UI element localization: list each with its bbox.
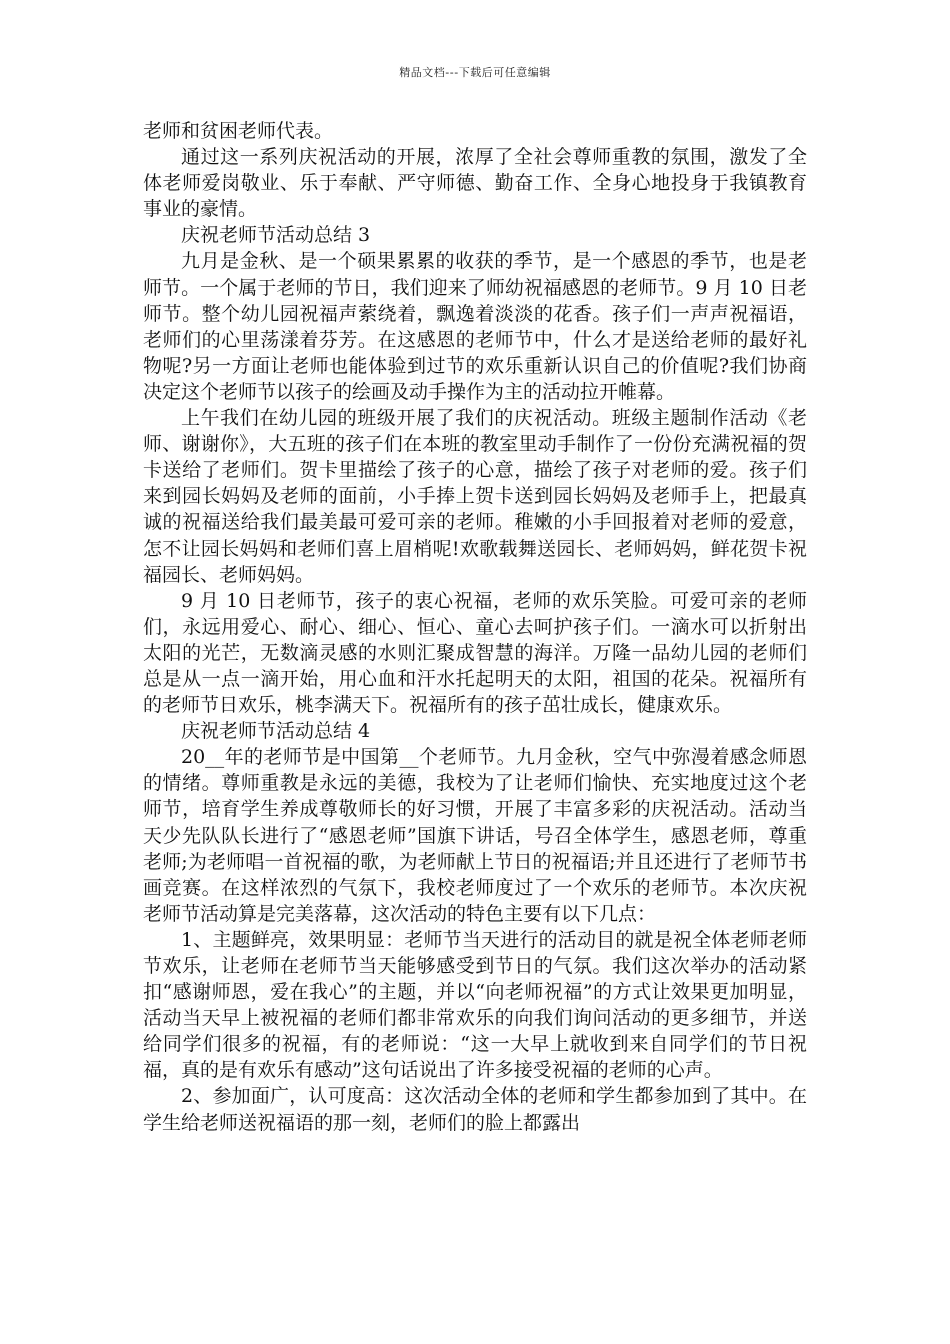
paragraph-continued: 老师和贫困老师代表。 <box>143 120 334 142</box>
paragraph-summary: 通过这一系列庆祝活动的开展，浓厚了全社会尊师重教的氛围，激发了全体老师爱岗敬业、乐于奉献、严守师德、勤奋工作、全身心地投身于我镇教育事业的豪情。 <box>143 146 807 221</box>
paragraph-4-1: 20__年的老师节是中国第__个老师节。九月金秋，空气中弥漫着感念师恩的情绪。尊师重教是永远的美德，我校为了让老师们愉快、充实地度过这个老师节，培育学生养成尊敬师长的好习惯，开展了丰富多彩的庆祝活动。活动当天少先队队长进行了“感恩老师”国旗下讲话，号召全体学生，感恩老师，尊重老师;为老师唱一首祝福的歌，为老师献上节日的祝福语;并且还进行了老师节书画竞赛。在这样浓烈的气氛下，我校老师度过了一个欢乐的老师节。本次庆祝老师节活动算是完美落幕，这次活动的特色主要有以下几点： <box>143 746 807 925</box>
page-header: 精品文档---下载后可任意编辑 <box>399 66 551 79</box>
section-heading-4: 庆祝老师节活动总结 4 <box>181 720 371 743</box>
paragraph-3-1: 九月是金秋、是一个硕果累累的收获的季节，是一个感恩的季节，也是老师节。一个属于老师的节日，我们迎来了师幼祝福感恩的老师节。9 月 10 日老师节。整个幼儿园祝福声萦绕着，飘逸着淡淡的花香。孩子们一声声祝福语，老师们的心里荡漾着芬芳。在这感恩的老师节中，什么才是送给老师的最好礼物呢?另一方面让老师也能体验到过节的欢乐重新认识自己的价值呢?我们协商决定这个老师节以孩子的绘画及动手操作为主的活动拉开帷幕。 <box>143 250 807 403</box>
paragraph-4-2: 1、主题鲜亮，效果明显：老师节当天进行的活动目的就是祝全体老师老师节欢乐，让老师在老师节当天能够感受到节日的气氛。我们这次举办的活动紧扣“感谢师恩，爱在我心”的主题，并以“向老师祝福”的方式让效果更加明显，活动当天早上被祝福的老师们都非常欢乐的向我们询问活动的更多细节，并送给同学们很多的祝福，有的老师说：“这一大早上就收到来自同学们的节日祝福，真的是有欢乐有感动”这句话说出了许多接受祝福的老师的心声。 <box>143 928 807 1082</box>
paragraph-3-3: 9 月 10 日老师节，孩子的衷心祝福，老师的欢乐笑脸。可爱可亲的老师们，永远用爱心、耐心、细心、恒心、童心去呵护孩子们。一滴水可以折射出太阳的光芒，无数滴灵感的水则汇聚成智慧的海洋。万隆一品幼儿园的老师们总是从一点一滴开始，用心血和汗水托起明天的太阳，祖国的花朵。祝福所有的老师节日欢乐，桃李满天下。祝福所有的孩子茁壮成长，健康欢乐。 <box>143 589 807 717</box>
section-heading-3: 庆祝老师节活动总结 3 <box>181 224 371 247</box>
paragraph-4-3: 2、参加面广，认可度高：这次活动全体的老师和学生都参加到了其中。在学生给老师送祝福语的那一刻，老师们的脸上都露出 <box>143 1085 807 1134</box>
paragraph-3-2: 上午我们在幼儿园的班级开展了我们的庆祝活动。班级主题制作活动《老师、谢谢你》，大五班的孩子们在本班的教室里动手制作了一份份充满祝福的贺卡送给了老师们。贺卡里描绘了孩子的心意，描绘了孩子对老师的爱。孩子们来到园长妈妈及老师的面前，小手捧上贺卡送到园长妈妈及老师手上，把最真诚的祝福送给我们最美最可爱可亲的老师。稚嫩的小手回报着对老师的爱意，怎不让园长妈妈和老师们喜上眉梢呢!欢歌载舞送园长、老师妈妈，鲜花贺卡祝福园长、老师妈妈。 <box>143 407 807 586</box>
document-body <box>143 118 807 1136</box>
